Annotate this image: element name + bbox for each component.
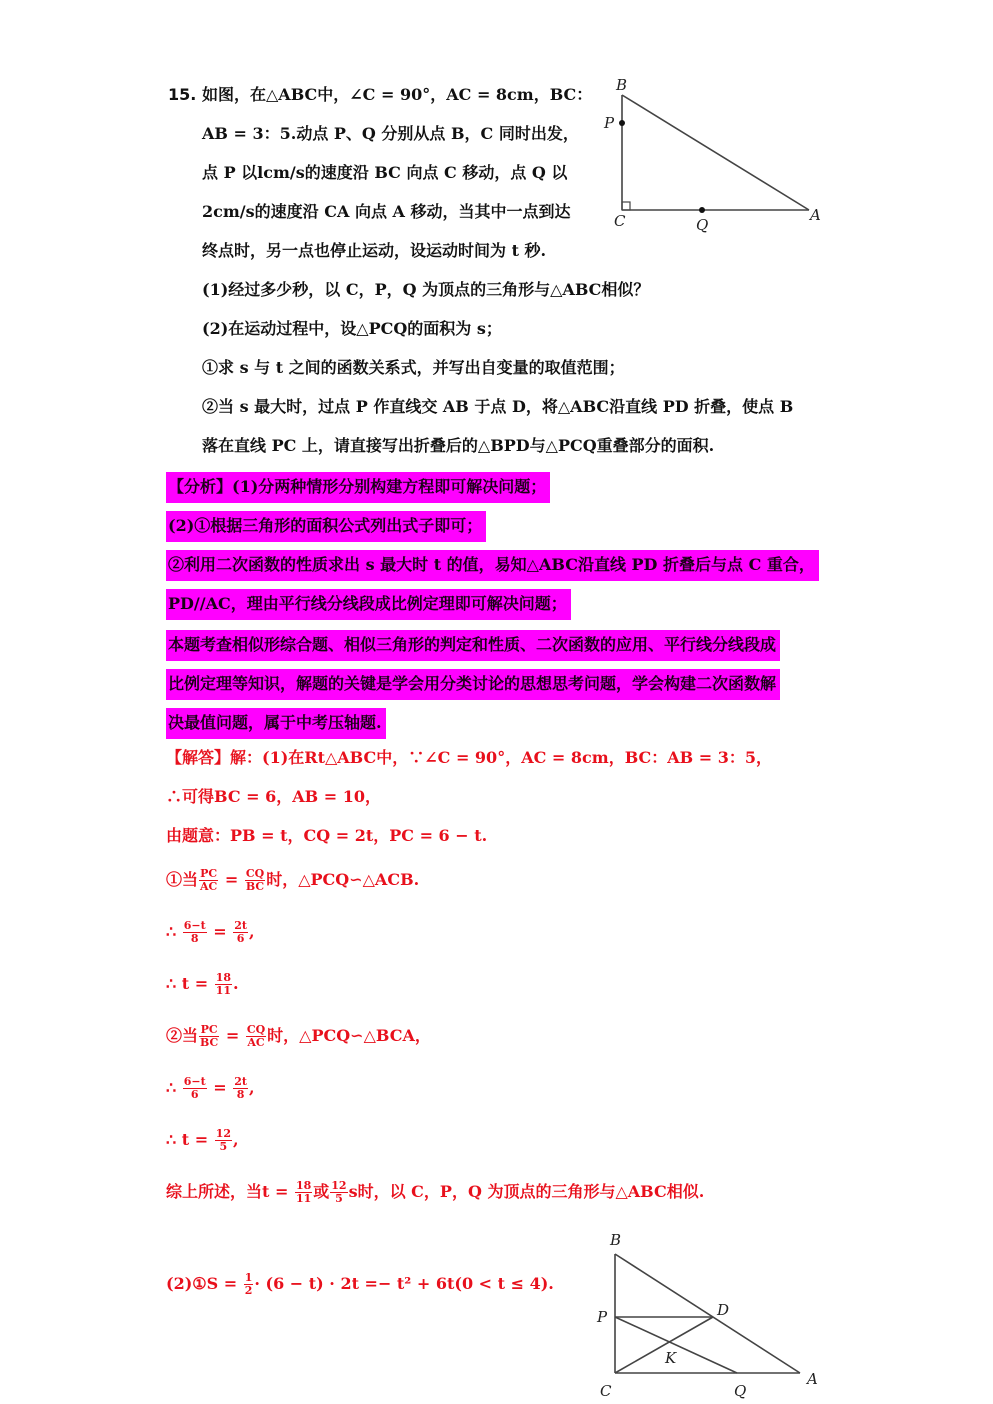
analysis-line-1: 【分析】(1)分两种情形分别构建方程即可解决问题；: [166, 472, 550, 503]
problem-number: 15.: [168, 85, 197, 104]
solution-line-3: 由题意：PB = t，CQ = 2t，PC = 6 − t.: [166, 826, 488, 845]
triangle-figure-2: [580, 1220, 840, 1404]
analysis-line-3: ②利用二次函数的性质求出 s 最大时 t 的值，易知△ABC沿直线 PD 折叠后与点 C 重合，: [166, 550, 819, 581]
label-P: P: [597, 1308, 608, 1326]
analysis-line-4: PD//AC，理由平行线分线段成比例定理即可解决问题；: [166, 589, 571, 620]
label-P: P: [604, 114, 615, 132]
problem-line-5: 终点时，另一点也停止运动，设运动时间为 t 秒.: [202, 241, 547, 260]
case-1-condition: ①当 $\frac{PC}{AC}$ = $\frac{CQ}{BC}$ 时，△PCQ∽△ACB.: [166, 867, 420, 893]
question-2-2: ②当 s 最大时，过点 P 作直线交 AB 于点 D，将△ABC沿直线 PD 折叠，使点 B: [202, 397, 794, 416]
label-Q: Q: [696, 216, 709, 234]
question-2-2-cont: 落在直线 PC 上，请直接写出折叠后的△BPD与△PCQ重叠部分的面积.: [202, 436, 715, 455]
case-1-result: ∴ t = $\frac{18}{11}$ .: [166, 971, 239, 997]
solution-line-2: ∴可得BC = 6，AB = 10，: [166, 787, 381, 806]
analysis-line-6: 比例定理等知识，解题的关键是学会用分类讨论的思想思考问题，学会构建二次函数解: [166, 669, 780, 700]
case-2-result: ∴ t = $\frac{12}{5}$ ,: [166, 1127, 239, 1153]
triangle-figure-1: [590, 70, 830, 240]
case-2-equation: ∴ $\frac{6-t}{6}$ = $\frac{2t}{8}$ ,: [166, 1075, 255, 1101]
case-2-condition: ②当 $\frac{PC}{BC}$ = $\frac{CQ}{AC}$ 时，△PCQ∽△BCA，: [166, 1023, 431, 1049]
label-K: K: [665, 1349, 677, 1367]
analysis-line-2: (2)①根据三角形的面积公式列出式子即可；: [166, 511, 486, 542]
solution-line-1: 【解答】解：(1)在Rt△ABC中，∵∠C = 90°，AC = 8cm，BC：AB = 3：5，: [166, 748, 772, 767]
analysis-line-5: 本题考查相似形综合题、相似三角形的判定和性质、二次函数的应用、平行线分线段成: [166, 630, 780, 661]
question-2: (2)在运动过程中，设△PCQ的面积为 s；: [202, 319, 502, 338]
question-1: (1)经过多少秒，以 C，P，Q 为顶点的三角形与△ABC相似？: [202, 280, 650, 299]
part-2-formula: (2)①S = $\frac{1}{2}$ · (6 − t) · 2t =− t² + 6t(0 < t ≤ 4).: [166, 1271, 554, 1297]
point-p-dot: [619, 120, 625, 126]
label-C: C: [614, 212, 626, 230]
summary-line: 综上所述，当t = $\frac{18}{11}$ 或 $\frac{12}{5}$ s时，以 C，P，Q 为顶点的三角形与△ABC相似.: [166, 1179, 705, 1205]
label-B: B: [610, 1231, 622, 1249]
label-B: B: [616, 76, 628, 94]
problem-line-4: 2cm/s的速度沿 CA 向点 A 移动，当其中一点到达: [202, 202, 571, 221]
label-Q: Q: [734, 1382, 747, 1400]
problem-line-2: AB = 3：5.动点 P、Q 分别从点 B，C 同时出发，: [202, 124, 579, 143]
case-1-equation: ∴ $\frac{6-t}{8}$ = $\frac{2t}{6}$ ,: [166, 919, 255, 945]
problem-line-1: 如图，在△ABC中，∠C = 90°，AC = 8cm，BC：: [202, 85, 593, 104]
label-D: D: [717, 1301, 730, 1319]
point-q-dot: [699, 207, 705, 213]
label-A: A: [807, 1370, 818, 1388]
problem-line-3: 点 P 以lcm/s的速度沿 BC 向点 C 移动，点 Q 以: [202, 163, 568, 182]
question-2-1: ①求 s 与 t 之间的函数关系式，并写出自变量的取值范围；: [202, 358, 625, 377]
label-C: C: [600, 1382, 612, 1400]
label-A: A: [810, 206, 821, 224]
analysis-line-7: 决最值问题，属于中考压轴题.: [166, 708, 386, 739]
